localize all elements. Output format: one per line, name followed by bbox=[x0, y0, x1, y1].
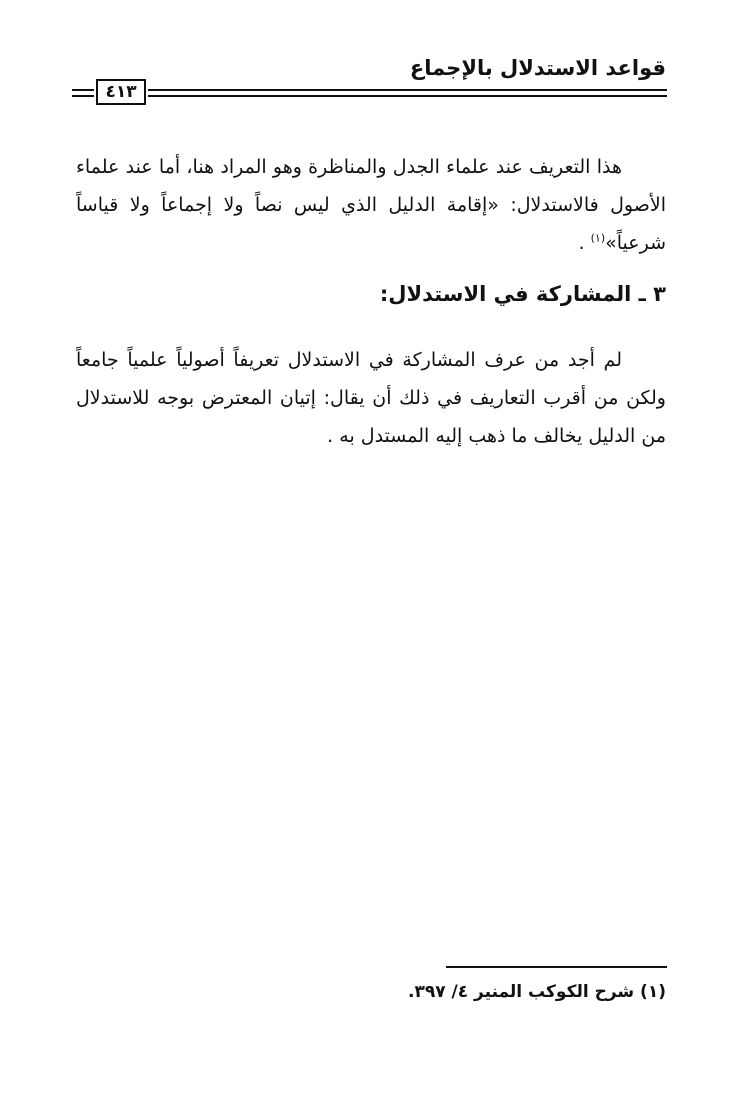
section-heading: ٣ ـ المشاركة في الاستدلال: bbox=[379, 282, 666, 306]
footnote-1: (١) شرح الكوكب المنير ٤/ ٣٩٧. bbox=[408, 982, 666, 1002]
paragraph-1-body: هذا التعريف عند علماء الجدل والمناظرة وهو المراد هنا، أما عند علماء الأصول فالاستدلال: «إقامة الدليل الذي ليس نصاً ولا إجماعاً ولا قياساً شرعياً» bbox=[76, 156, 666, 254]
paragraph-2-text: لم أجد من عرف المشاركة في الاستدلال تعريفاً أصولياً علمياً جامعاً ولكن من أقرب التعاريف في ذلك أن يقال: إتيان المعترض بوجه للاستدلال من الدليل يخالف ما ذهب إليه المستدل به . bbox=[76, 349, 666, 447]
page-number bbox=[96, 79, 146, 105]
header-rule bbox=[148, 89, 667, 97]
paragraph-1-ending: . bbox=[578, 232, 591, 254]
page-number-text: ٤١٣ bbox=[105, 82, 137, 102]
header-rule-left bbox=[72, 89, 94, 97]
footnote-separator bbox=[446, 966, 667, 968]
paragraph-participation bbox=[76, 341, 666, 455]
running-title: قواعد الاستدلال بالإجماع bbox=[409, 56, 666, 80]
paragraph-1-text bbox=[76, 148, 666, 262]
paragraph-definition bbox=[76, 148, 666, 262]
footnote-reference: (١) bbox=[590, 231, 606, 245]
